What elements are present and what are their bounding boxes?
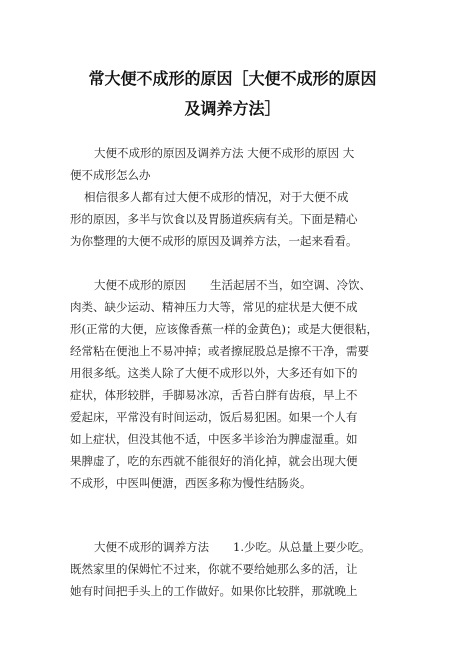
paragraph-line: 果脾虚了，吃的东西就不能很好的消化掉，就会出现大便: [70, 454, 358, 468]
paragraph-text: 生活起居不当，如空调、冷饮、: [210, 278, 371, 292]
paragraph-line: 相信很多人都有过大便不成形的情况，对于大便不成: [84, 190, 349, 204]
paragraph-text: 1.少吃。从总量上要少吃。: [233, 540, 371, 554]
paragraph-line: 形(正常的大便，应该像香蕉一样的金黄色)；或是大便很粘，: [70, 322, 378, 336]
paragraph-line: 经常粘在便池上不易冲掉；或者擦屁股总是擦不干净，需要: [70, 344, 369, 358]
paragraph-line: 不成形，中医叫便溏，西医多称为慢性结肠炎。: [70, 476, 312, 490]
paragraph-line: 用很多纸。这类人除了大便不成形以外，大多还有如下的: [70, 366, 358, 380]
summary-paragraph: [70, 186, 400, 252]
section-heading: 大便不成形的调养方法: [94, 540, 209, 554]
paragraph-first-line: [70, 536, 400, 558]
paragraph-first-line: [70, 274, 400, 296]
document-title-line-1: 常大便不成形的原因［大便不成形的原因: [88, 69, 377, 88]
paragraph-line: 大便不成形的原因及调养方法 大便不成形的原因 大: [94, 146, 355, 160]
paragraph-line: 爱起床，平常没有时间运动，饭后易犯困。如果一个人有: [70, 410, 358, 424]
intro-paragraph: [70, 142, 400, 186]
document-title-line-2: 及调养方法］: [184, 99, 281, 118]
paragraph-line: 为你整理的大便不成形的原因及调养方法，一起来看看。: [70, 234, 358, 248]
paragraph-line: 症状，体形较胖，手脚易冰凉，舌苔白胖有齿痕，早上不: [70, 388, 358, 402]
paragraph-line: 既然家里的保姆忙不过来，你就不要给她那么多的活，让: [70, 562, 358, 576]
paragraph-line: 如上症状，但没其他不适，中医多半诊治为脾虚湿重。如: [70, 432, 358, 446]
paragraph-line: 她有时间把手头上的工作做好。如果你比较胖，那就晚上: [70, 584, 358, 598]
section-heading: 大便不成形的原因: [94, 278, 186, 292]
paragraph-line: 肉类、缺少运动、精神压力大等，常见的症状是大便不成: [70, 300, 358, 314]
paragraph-line: 形的原因，多半与饮食以及胃肠道疾病有关。下面是精心: [70, 212, 358, 226]
paragraph-line: 便不成形怎么办: [70, 168, 151, 182]
remedies-paragraph: [70, 536, 400, 602]
causes-paragraph: [70, 274, 400, 494]
